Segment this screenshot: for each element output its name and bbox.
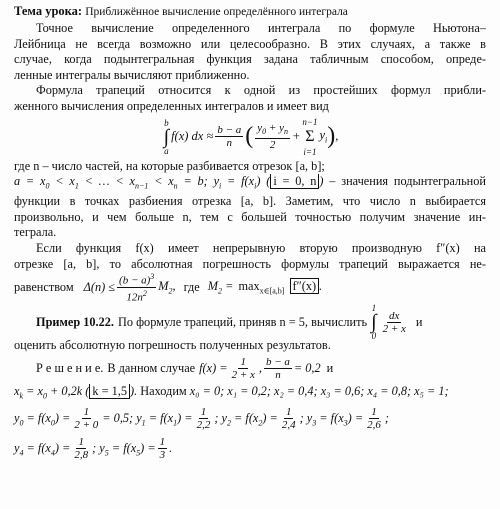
fraction: $\frac{(b - a)^3}{12n^2}$: [119, 272, 155, 304]
integral-limits: b ∫ a: [163, 117, 170, 156]
text-line: функции в точках разбиения отрезка [a, b]. Заметим, что число n выбирается: [14, 194, 486, 209]
fraction: $\frac{b - a}{n}$: [217, 124, 242, 150]
where-word: где: [183, 279, 200, 294]
error-paragraph: [14, 241, 486, 272]
example-text: По формуле трапеций, приняв n = 5, вычислить: [117, 314, 368, 329]
intro-paragraph: [14, 21, 486, 83]
ineq-word: равенством: [14, 279, 74, 294]
fraction: $\frac{y_0 + y_n}{2}$: [257, 121, 288, 152]
header-label: Тема урока:: [14, 4, 83, 18]
values-text: значения подынтегральной: [341, 174, 486, 189]
text-line: произвольно, и чем больше n, тем с большей точностью получим значение ин-: [14, 209, 486, 224]
nodes-text: Находим: [140, 383, 187, 398]
example-line2: оценить абсолютную погрешность полученных результатов.: [14, 338, 331, 353]
solution-and: и: [326, 361, 334, 376]
example-tail: и: [415, 314, 423, 329]
header-topic: Приближённое вычисление определённого интеграла: [85, 6, 348, 18]
text-line: Лейбница не всегда возможно или целесообразно. В этих случаях, а также в: [14, 36, 486, 51]
y-values-line-1: $y_0 = f(x_0)$ = $\frac{1}{2 + 0}$ = 0,5; $y_1 = f(x_1)$ = $\frac{1}{2,2}$ ; $y_2 = f(x_2)$ = $\frac{1}{2,4}$ ; $y_3 = f(x_3)$ = $\frac{1}{2,6}$ ;: [14, 406, 389, 432]
fraction: $\frac{1}{2 + x}$: [231, 356, 255, 382]
fraction: $\frac{dx}{2 + x}$: [382, 309, 406, 335]
text-line: теграла.: [14, 225, 57, 240]
solution-line: Р е ш е н и е. В данном случае f(x) = $\frac{1}{2 + x}$ , $\frac{b - a}{n}$ = 0,2 и: [36, 356, 334, 382]
lesson-header: [14, 3, 486, 20]
nodes-line: $x_k = x_0 + 0,2k$ ( k = 1,5 ). Находим x₀ = 0; x₁ = 0,2; x₂ = 0,4; x₃ = 0,6; x₄ = 0,8; x₅ = 1;: [14, 383, 449, 401]
trapezoid-paragraph: [14, 83, 486, 114]
text-line: женного вычисления определенных интегралов и имеет вид: [14, 98, 329, 113]
example-label: Пример 10.22.: [36, 314, 114, 329]
solution-text: В данном случае: [107, 361, 196, 376]
text-line: Если функция f(x) имеет непрерывную вторую производную f″(x) на: [36, 240, 486, 255]
trapezoid-formula: b ∫ a f(x) dx ≈ $\frac{b - a}{n}$ ( $\frac{y_0 + y_n}{2}$ + n−1 Σ i=1 $y_i$ ) ,: [163, 116, 339, 157]
fraction: $\frac{b - a}{n}$: [265, 356, 290, 382]
nodes-definition: $a = x_0 < x_1$ < … < $x_{n-1} < x_n = b$; $y_i = f(x_i)$ ( i = 0, n ) – значения подынтегральной: [14, 174, 486, 191]
text-line: Точное вычисление определенного интеграла по формуле Ньютона–: [36, 21, 486, 35]
text-line: ленные интегралы вычисляют приближенно.: [14, 67, 250, 82]
y-values-line-2: $y_4 = f(x_4)$ = $\frac{1}{2,8}$ ; $y_5 = f(x_5)$ = $\frac{1}{3}$ .: [14, 436, 173, 462]
error-estimate: равенством Δ(n) ≤ $\frac{(b - a)^3}{12n^2}$ $M_2$, где $M_2 = \max_{x\in[a,b]} f''(x)$ .: [14, 272, 323, 304]
nodes-values: x₀ = 0; x₁ = 0,2; x₂ = 0,4; x₃ = 0,6; x₄ = 0,8; x₅ = 1;: [189, 383, 449, 398]
example-statement: Пример 10.22. По формуле трапеций, приняв n = 5, вычислить 1 ∫ 0 $\frac{dx}{2 + x}$ и: [36, 303, 423, 342]
solution-label: Р е ш е н и е.: [36, 361, 104, 376]
explain-paragraph: [14, 194, 486, 241]
text-line: отрезке [a, b], то абсолютная погрешность формулы трапеций выражается не-: [14, 256, 486, 271]
text-line: случае, когда подынтегральная функция задана табличным способом, опреде-: [14, 52, 486, 67]
text-line: Формула трапеций относится к одной из простейших формул прибли-: [36, 83, 486, 98]
text-line: где n – число частей, на которые разбивается отрезок [a, b];: [14, 158, 325, 173]
sum-limits: n−1 Σ i=1: [302, 116, 318, 157]
